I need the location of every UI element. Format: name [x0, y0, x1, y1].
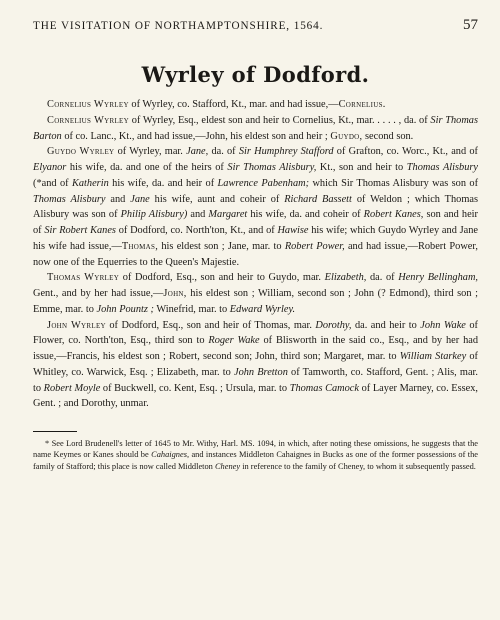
running-header	[33, 17, 478, 34]
italic-name: Sir Thomas Barton	[33, 114, 479, 142]
small-caps-name: Guydo Wyrley	[47, 146, 115, 158]
italic-name: Margaret	[208, 209, 248, 221]
text-run: of Layer Marney, co. Essex, Gent. ; and Dorothy, unmar.	[33, 382, 478, 410]
footnote	[33, 438, 478, 472]
italic-name: Jane	[130, 193, 150, 205]
small-caps-name: Thomas Wyrley	[47, 272, 120, 284]
text-run: his wife, aunt and coheir of	[149, 193, 285, 205]
text-run: of Tamworth, co. Stafford, Gent. ; Alis, mar. to	[33, 366, 478, 394]
small-caps-name: Cornelius Wyrley	[47, 99, 129, 110]
italic-name: Robert Moyle	[43, 382, 101, 394]
italic-name: John Bretton	[233, 366, 288, 378]
text-run: of Wyrley, co. Stafford, Kt., mar. and had issue,—	[128, 99, 339, 110]
italic-name: Thomas Alisbury	[33, 193, 106, 205]
italic-name: Cheney	[214, 461, 241, 471]
text-run: his eldest son ; Jane, mar. to	[158, 240, 285, 252]
text-run: of Flower, co. North'ton, Esq., third son to	[33, 319, 478, 347]
italic-name: Hawise	[277, 225, 309, 236]
text-run: of Whitley, co. Warwick, Esq. ; Elizabeth, mar. to	[33, 351, 478, 378]
italic-name: John Wake	[420, 319, 466, 331]
italic-name: Philip Alisbury)	[120, 209, 188, 221]
body-paragraph	[33, 318, 478, 413]
footnote-paragraph	[33, 438, 478, 472]
italic-name: Sir Robert Kanes	[44, 225, 116, 236]
italic-name: Elyanor	[33, 162, 67, 173]
text-run: of Wyrley, mar.	[114, 146, 187, 158]
small-caps-name: John Wyrley	[47, 319, 106, 331]
italic-name: Thomas Camock	[289, 382, 359, 394]
text-run: his wife; which Guydo Wyrley and Jane his wife had issue,—	[33, 225, 479, 252]
small-caps-name: John,	[163, 288, 187, 299]
text-run: da. and heir to	[351, 319, 421, 331]
text-run: and	[105, 193, 131, 205]
text-run: of Wyrley, Esq., eldest son and heir to Cornelius, Kt., mar. . . . . , da. of	[128, 114, 431, 126]
italic-name: Robert Power,	[284, 240, 345, 252]
text-run: his wife, da. and coheir of	[247, 209, 364, 221]
body-paragraph	[33, 270, 478, 317]
italic-name: Roger Wake	[208, 335, 260, 347]
text-run: of Dodford, co. North'ton, Kt., and of	[115, 225, 278, 236]
text-run: his eldest son ; William, second son ; John (? Edmond), third son ; Emme, mar. to	[33, 288, 478, 315]
italic-name: Sir Humphrey Stafford	[238, 146, 334, 158]
text-run: Gent., and by her had issue,—	[33, 288, 164, 299]
text-run: Kt., son and heir to	[316, 162, 407, 173]
text-run: in reference to the family of Cheney, to whom it subsequently passed.	[240, 461, 476, 471]
italic-name: Henry Bellingham,	[398, 272, 478, 284]
text-run: of Blisworth in the said co., Esq., and by her had issue,—Francis, his eldest son ; Robert, second son; John, third son; Margaret, mar. to	[33, 335, 478, 362]
italic-name: Jane,	[186, 146, 209, 158]
italic-name: Dorothy,	[315, 319, 352, 331]
body-paragraph	[33, 97, 478, 113]
page-number: 57	[463, 17, 478, 33]
italic-name: Edward Wyrley.	[229, 303, 296, 315]
text-run: and instances Middleton Cahaignes in Bucks as one of the former possessions of the family of Stafford; this place is now called Middleton	[33, 450, 478, 471]
footnote-rule	[33, 431, 77, 432]
text-run: second son.	[362, 130, 414, 142]
text-run: of Buckwell, co. Kent, Esq. ; Ursula, mar. to	[100, 382, 290, 394]
body-paragraph	[33, 144, 478, 270]
italic-name: Elizabeth,	[324, 272, 367, 284]
italic-name: William Starkey	[399, 351, 467, 362]
text-run: and	[187, 209, 209, 221]
italic-name: Lawrence Pabenham;	[217, 177, 310, 189]
running-title: THE VISITATION OF NORTHAMPTONSHIRE, 1564.	[33, 20, 324, 32]
text-run: his wife, da. and heir of	[108, 177, 218, 189]
text-run: his wife, da. and one of the heirs of	[66, 162, 228, 173]
small-caps-name: Cornelius Wyrley	[47, 114, 129, 126]
text-run: of Grafton, co. Worc., Kt., and of	[333, 146, 478, 158]
italic-name: Sir Thomas Alisbury,	[227, 162, 317, 173]
text-run: da. of	[208, 146, 239, 158]
text-run: (*and of	[33, 177, 72, 189]
italic-name: Katherin	[71, 177, 109, 189]
italic-name: Cahaignes,	[151, 450, 190, 460]
italic-name: Richard Bassett	[284, 193, 352, 205]
text-run: of co. Lanc., Kt., and had issue,—John, his eldest son and heir ;	[61, 130, 331, 142]
small-caps-name: Thomas,	[121, 240, 159, 252]
text-run: and had issue,—Robert Power, now one of the Equerries to the Queen's Majestie.	[33, 240, 478, 268]
text-run: da. of	[366, 272, 399, 284]
text-run: of Weldon ; which Thomas Alisbury was son of	[33, 193, 479, 221]
text-run: * See Lord Brudenell's letter of 1645 to Mr. Withy, Harl. MS. 1094, in which, after noting these omissions, he suggests that the name Keymes or Kanes should be	[33, 439, 478, 460]
text-run: which Sir Thomas Alisbury was son of	[309, 177, 479, 189]
small-caps-name: Cornelius.	[338, 99, 386, 110]
text-run: of Dodford, Esq., son and heir to Guydo, mar.	[119, 272, 325, 284]
page-title: Wyrley of Dodford.	[141, 62, 370, 87]
italic-name: Thomas Alisbury	[406, 162, 478, 173]
text-run: son and heir of	[33, 209, 478, 236]
body-text	[33, 97, 478, 412]
text-run: of Dodford, Esq., son and heir of Thomas, mar.	[105, 319, 316, 331]
text-run: Winefrid, mar. to	[153, 303, 230, 315]
italic-name: Robert Kanes,	[363, 209, 424, 221]
body-paragraph	[33, 113, 478, 145]
italic-name: John Pountz ;	[96, 303, 154, 315]
small-caps-name: Guydo,	[330, 130, 363, 142]
